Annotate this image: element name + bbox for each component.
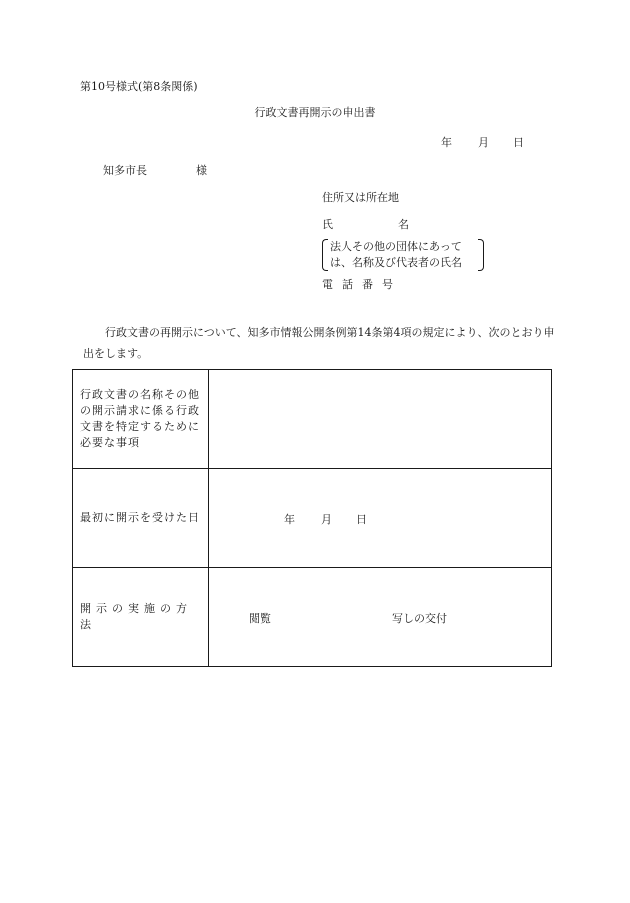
field-day-label: 日: [356, 513, 367, 526]
first-disclosure-date-label: 最初に開示を受けた日: [73, 469, 209, 568]
field-year-label: 年: [284, 513, 295, 526]
body-text: 行政文書の再開示について、知多市情報公開条例第14条第4項の規定により、次のとおり申出をします。: [83, 326, 555, 360]
table-row: [73, 370, 552, 469]
date-month-label: 月: [478, 136, 489, 149]
applicant-address-label: 住所又は所在地: [322, 191, 399, 204]
addressee-name: 知多市長: [103, 164, 147, 177]
document-details-field[interactable]: [209, 370, 552, 469]
method-option-view[interactable]: 閲覧: [249, 612, 271, 625]
first-disclosure-date-field[interactable]: [209, 469, 552, 568]
bracket-left: [322, 239, 328, 271]
form-number: 第10号様式(第8条関係): [80, 80, 198, 93]
phone-label: 電話番号: [322, 278, 402, 291]
disclosure-method-field[interactable]: [209, 568, 552, 667]
table-row: [73, 568, 552, 667]
method-option-copy[interactable]: 写しの交付: [392, 612, 447, 625]
date-year-label: 年: [441, 136, 452, 149]
request-table: [72, 369, 552, 667]
field-month-label: 月: [321, 513, 332, 526]
corporate-note-line-2: は、名称及び代表者の氏名: [330, 256, 462, 269]
table-row: [73, 469, 552, 568]
disclosure-method-label: 開示の実施の方法: [73, 568, 209, 667]
addressee-honorific: 様: [196, 164, 207, 177]
corporate-note-line-1: 法人その他の団体にあって: [330, 240, 462, 253]
document-details-label: 行政文書の名称その他の開示請求に係る行政文書を特定するために必要な事項: [73, 370, 209, 469]
date-day-label: 日: [513, 136, 524, 149]
applicant-name-label-2: 名: [398, 218, 409, 231]
document-title: 行政文書再開示の申出書: [254, 106, 376, 119]
corporate-note: [322, 239, 462, 271]
bracket-right: [478, 239, 484, 271]
applicant-name-label-1: 氏: [322, 218, 333, 231]
